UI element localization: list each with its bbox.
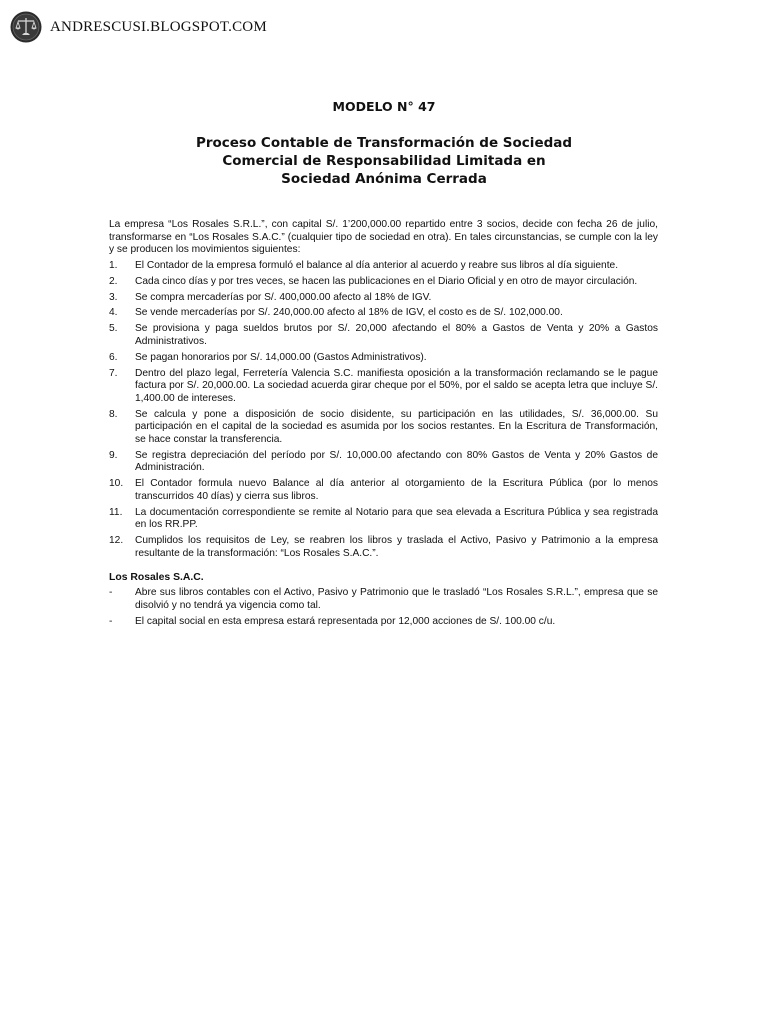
item-text: Se vende mercaderías por S/. 240,000.00 afecto al 18% de IGV, el costo es de S/. 102,000.00. [135, 307, 563, 319]
item-number: 4. [109, 307, 118, 319]
title-line: Sociedad Anónima Cerrada [281, 171, 487, 187]
company-bullets [109, 587, 658, 628]
site-header [10, 10, 267, 44]
item-number: 2. [109, 275, 118, 287]
item-number: 12. [109, 535, 124, 547]
item-number: 3. [109, 291, 118, 303]
company-heading: Los Rosales S.A.C. [109, 571, 204, 583]
item-number: 8. [109, 408, 118, 420]
list-item [109, 368, 658, 406]
list-item [109, 323, 658, 348]
document-body [109, 219, 658, 631]
list-item [109, 260, 658, 273]
list-item [109, 276, 658, 289]
item-number: 9. [109, 449, 118, 461]
list-item [109, 307, 658, 320]
list-item [109, 507, 658, 532]
item-number: 10. [109, 478, 124, 490]
list-item [109, 478, 658, 503]
scales-of-justice-icon [10, 11, 42, 43]
list-item [109, 292, 658, 305]
item-number: 6. [109, 351, 118, 363]
item-text: Cumplidos los requisitos de Ley, se reabren los libros y traslada el Activo, Pasivo y Patrimonio a la empresa resultante de la transformación: “Los Rosales S.A.C.”. [135, 535, 658, 559]
list-item [109, 616, 658, 629]
item-text: El Contador de la empresa formuló el balance al día anterior al acuerdo y reabre sus libros al día siguiente. [135, 259, 619, 271]
list-item [109, 450, 658, 475]
list-item [109, 409, 658, 447]
item-text: Se pagan honorarios por S/. 14,000.00 (Gastos Administrativos). [135, 351, 427, 363]
bullet-dash: - [109, 587, 113, 599]
item-text: La documentación correspondiente se remite al Notario para que sea elevada a Escritura Pública y sea registrada en los RR.PP. [135, 506, 658, 531]
title-line: Proceso Contable de Transformación de Sociedad [195, 135, 573, 151]
item-text: El Contador formula nuevo Balance al día anterior al otorgamiento de la Escritura Pública (por lo menos transcurridos 40 días) y cierra sus libros. [135, 478, 658, 502]
item-number: 11. [109, 506, 123, 518]
site-name[interactable]: ANDRESCUSI.BLOGSPOT.COM [50, 18, 267, 35]
bullet-text: Abre sus libros contables con el Activo, Pasivo y Patrimonio que le trasladó “Los Rosales S.R.L.”, empresa que se disolvió y no tendrá ya vigencia como tal. [135, 587, 658, 611]
item-text: Dentro del plazo legal, Ferretería Valencia S.C. manifiesta oposición a la transformación reclamando se le pague factura por S/. 20,000.00. La sociedad acuerda girar cheque por el 50%, por el saldo se acepta letra que incluye S/. 1,400.00 de intereses. [135, 367, 658, 404]
list-item [109, 587, 658, 612]
intro-paragraph: La empresa “Los Rosales S.R.L.”, con capital S/. 1’200,000.00 repartido entre 3 socios, decide con fecha 26 de julio, transformarse en “Los Rosales S.A.C.” (cualquier tipo de sociedad en otra). En tales circunstancias, se cumple con la ley y se producen los movimientos siguientes: [109, 219, 658, 256]
title-line: Comercial de Responsabilidad Limitada en [222, 153, 546, 169]
document-title [150, 134, 618, 188]
list-item [109, 535, 658, 560]
list-item [109, 352, 658, 365]
item-text: Se compra mercaderías por S/. 400,000.00 afecto al 18% de IGV. [135, 291, 432, 303]
item-text: Se calcula y pone a disposición de socio disidente, su participación en las utilidades, S/. 36,000.00. Su participación en el capital de la sociedad es asumida por los socios restantes. En la Escritura de Transformación, se hace constar la transferencia. [135, 408, 658, 445]
movements-list [109, 260, 658, 561]
item-text: Se provisiona y paga sueldos brutos por S/. 20,000 afectando el 80% a Gastos de Venta y 20% a Gastos Administrativos. [135, 323, 658, 347]
bullet-dash: - [109, 615, 113, 627]
item-text: Se registra depreciación del período por S/. 10,000.00 afectando con 80% Gastos de Venta y 20% Gastos de Administración. [135, 449, 658, 474]
item-number: 5. [109, 323, 118, 335]
item-number: 7. [109, 367, 118, 379]
item-text: Cada cinco días y por tres veces, se hacen las publicaciones en el Diario Oficial y en otro de mayor circulación. [135, 275, 638, 287]
item-number: 1. [109, 259, 118, 271]
bullet-text: El capital social en esta empresa estará representada por 12,000 acciones de S/. 100.00 c/u. [135, 615, 556, 627]
model-number: MODELO N° 47 [332, 99, 436, 114]
